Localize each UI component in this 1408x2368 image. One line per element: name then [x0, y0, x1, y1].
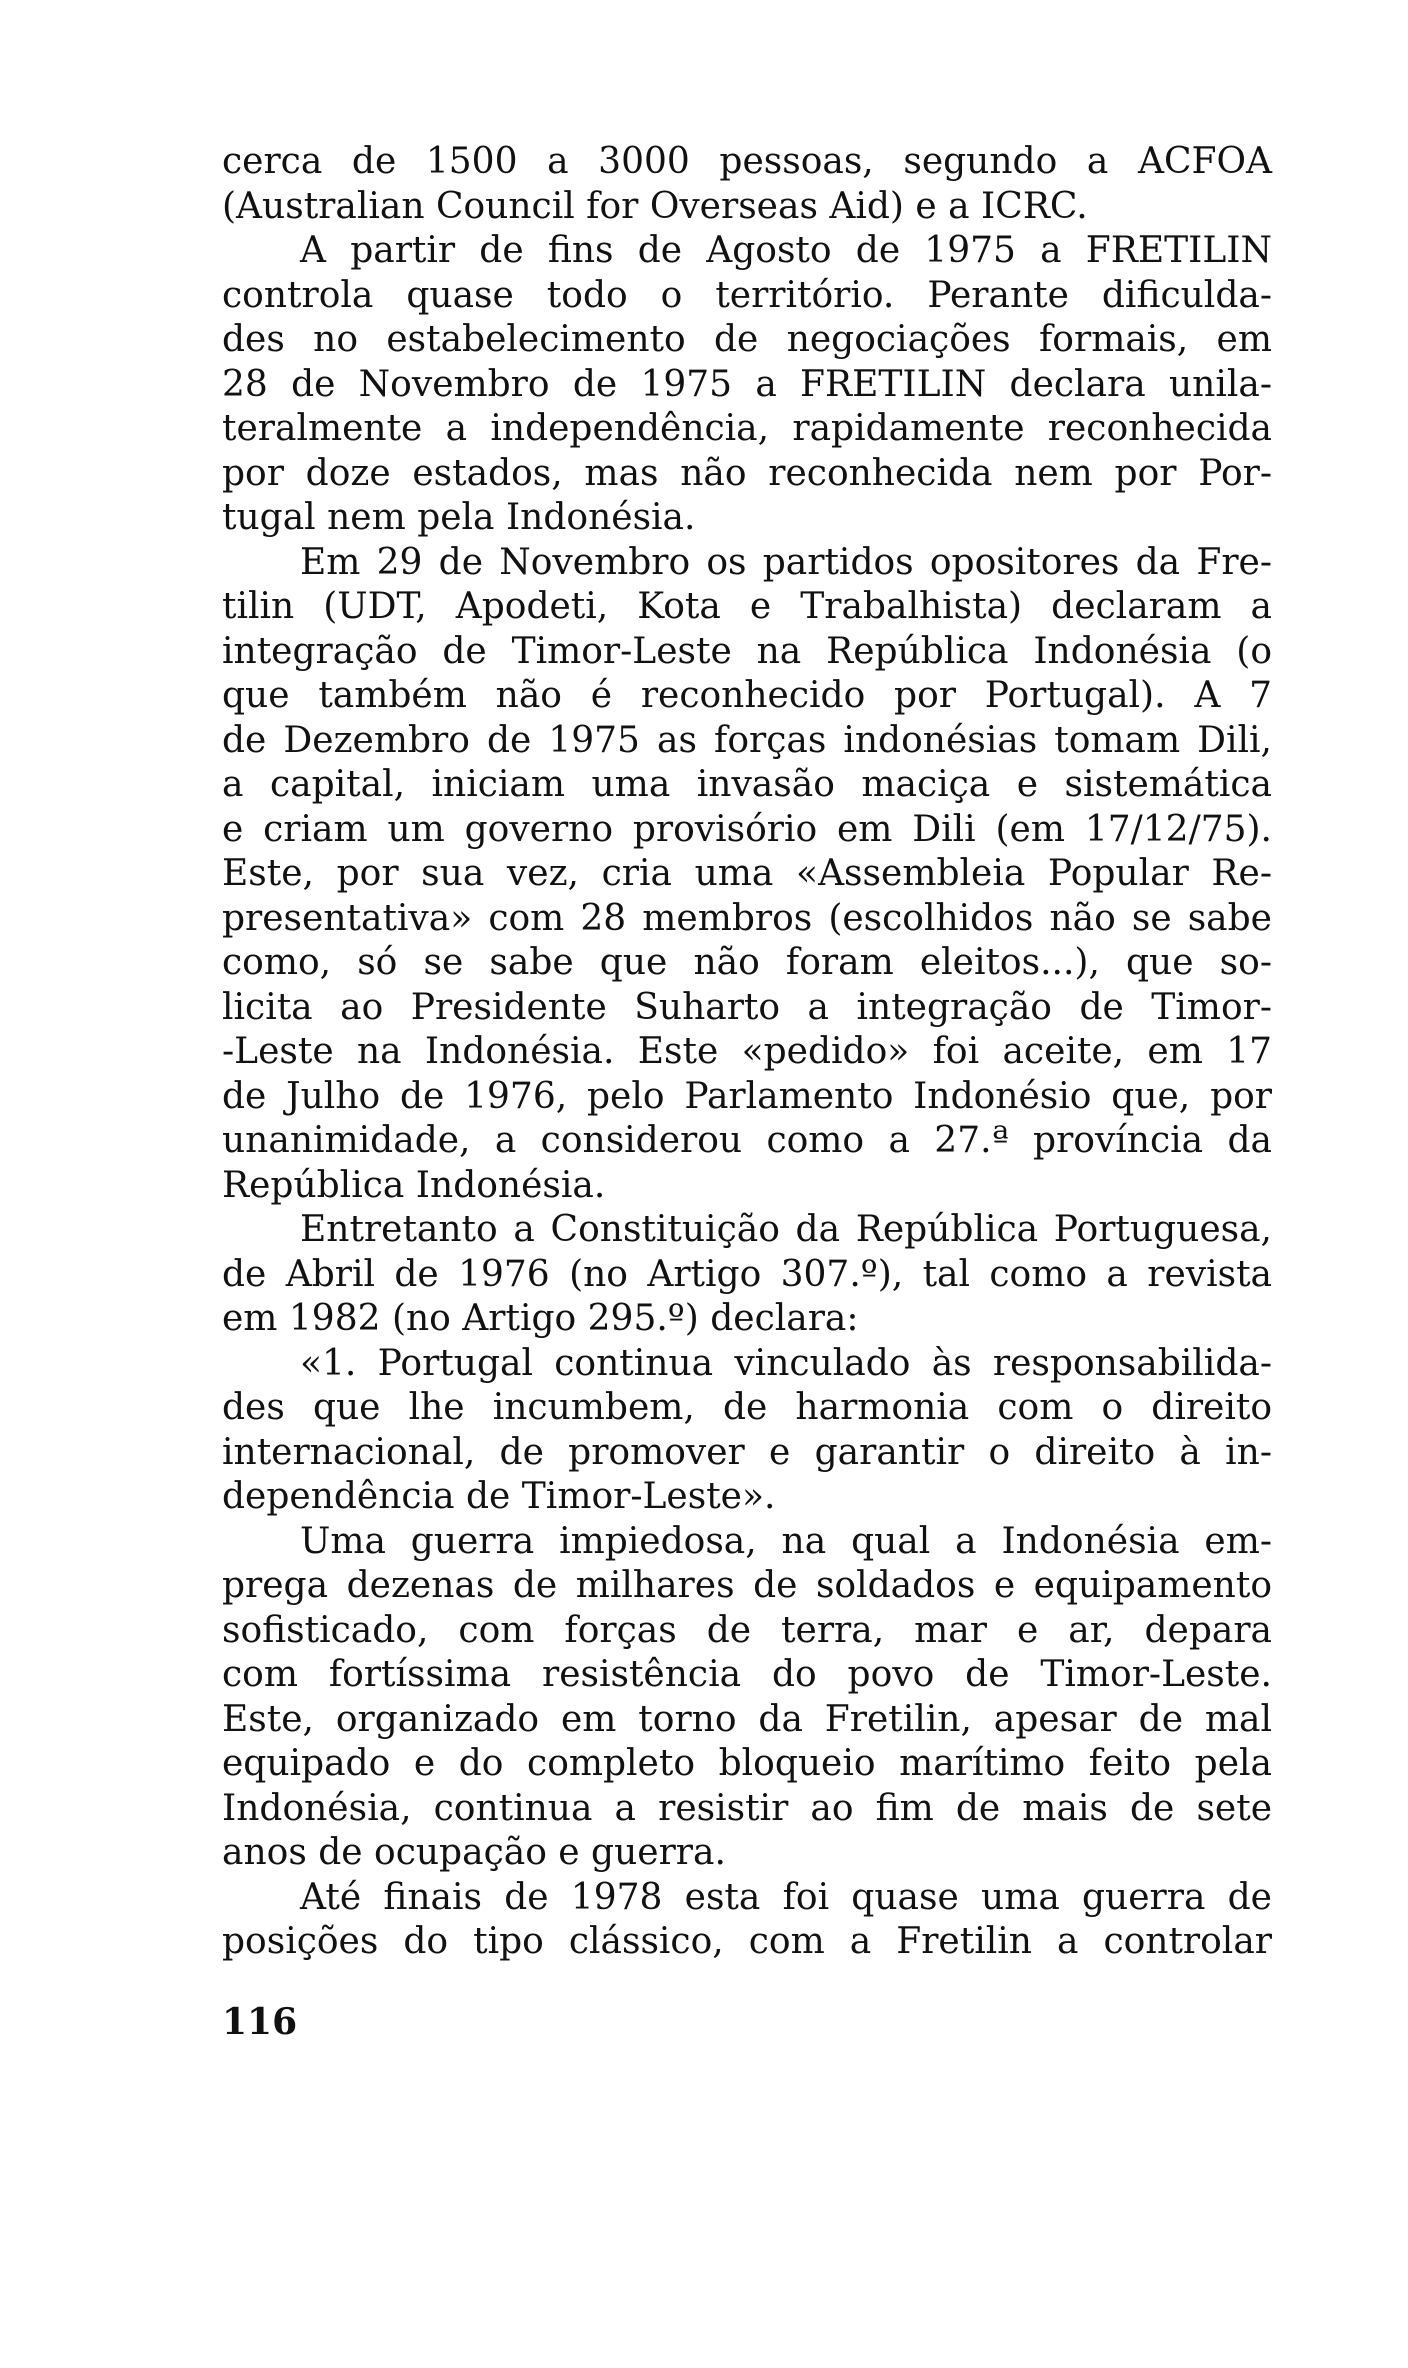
text-line: Entretanto a Constituição da República Portuguesa,	[300, 1209, 1272, 1250]
text-line: sofisticado, com forças de terra, mar e ar, depara	[222, 1609, 1272, 1651]
text-line: em 1982 (no Artigo 295.º) declara:	[222, 1298, 859, 1339]
text-line: dependência de Timor-Leste».	[222, 1476, 776, 1517]
text-line: tilin (UDT, Apodeti, Kota e Trabalhista) declaram a	[222, 586, 1272, 627]
text-line: licita ao Presidente Suharto a integração de Timor-	[222, 986, 1272, 1028]
text-line: de Julho de 1976, pelo Parlamento Indonésio que, por	[222, 1075, 1272, 1117]
text-line: com fortíssima resistência do povo de Timor-Leste.	[222, 1654, 1272, 1695]
page-number: 116	[222, 2001, 298, 2043]
text-line: anos de ocupação e guerra.	[222, 1832, 726, 1873]
text-line: a capital, iniciam uma invasão maciça e sistemática	[222, 764, 1272, 805]
text-line: Este, organizado em torno da Fretilin, apesar de mal	[222, 1698, 1272, 1740]
text-line: como, só se sabe que não foram eleitos...), que so-	[222, 942, 1272, 983]
text-line: des no estabelecimento de negociações formais, em	[222, 319, 1272, 360]
text-line: Em 29 de Novembro os partidos opositores da Fre-	[300, 541, 1272, 583]
text-line: Até finais de 1978 esta foi quase uma guerra de	[300, 1876, 1272, 1918]
text-line: posições do tipo clássico, com a Fretilin a controlar	[222, 1921, 1272, 1962]
text-line: de Dezembro de 1975 as forças indonésias tomam Dili,	[222, 719, 1272, 761]
text-line: Indonésia, continua a resistir ao fim de mais de sete	[222, 1787, 1272, 1829]
text-line: equipado e do completo bloqueio marítimo feito pela	[222, 1743, 1272, 1784]
text-line: integração de Timor-Leste na República Indonésia (o	[222, 630, 1272, 672]
text-line: e criam um governo provisório em Dili (em 17/12/75).	[222, 808, 1272, 850]
page-body-text	[222, 140, 1272, 1965]
text-line: República Indonésia.	[222, 1164, 606, 1206]
text-line: «1. Portugal continua vinculado às responsabilida-	[300, 1342, 1272, 1384]
text-line: cerca de 1500 a 3000 pessoas, segundo a ACFOA	[222, 141, 1272, 182]
text-line: des que lhe incumbem, de harmonia com o direito	[222, 1387, 1272, 1428]
text-line: de Abril de 1976 (no Artigo 307.º), tal como a revista	[222, 1253, 1272, 1295]
text-line: unanimidade, a considerou como a 27.ª província da	[222, 1120, 1272, 1161]
text-line: tugal nem pela Indonésia.	[222, 497, 696, 538]
text-line: -Leste na Indonésia. Este «pedido» foi aceite, em 17	[222, 1031, 1272, 1072]
text-line: prega dezenas de milhares de soldados e equipamento	[222, 1565, 1272, 1606]
text-line: (Australian Council for Overseas Aid) e a ICRC.	[222, 185, 1088, 227]
text-line: controla quase todo o território. Perante dificulda-	[222, 274, 1272, 316]
text-line: internacional, de promover e garantir o direito à in-	[222, 1431, 1272, 1473]
text-line: Uma guerra impiedosa, na qual a Indonésia em-	[300, 1520, 1272, 1562]
text-line: 28 de Novembro de 1975 a FRETILIN declara unila-	[222, 363, 1272, 405]
text-line: A partir de fins de Agosto de 1975 a FRETILIN	[300, 230, 1272, 271]
text-line: por doze estados, mas não reconhecida nem por Por-	[222, 452, 1272, 494]
text-line: Este, por sua vez, cria uma «Assembleia Popular Re-	[222, 853, 1272, 894]
text-line: teralmente a independência, rapidamente reconhecida	[222, 408, 1272, 449]
text-line: presentativa» com 28 membros (escolhidos não se sabe	[222, 897, 1272, 939]
text-line: que também não é reconhecido por Portugal). A 7	[222, 675, 1272, 716]
